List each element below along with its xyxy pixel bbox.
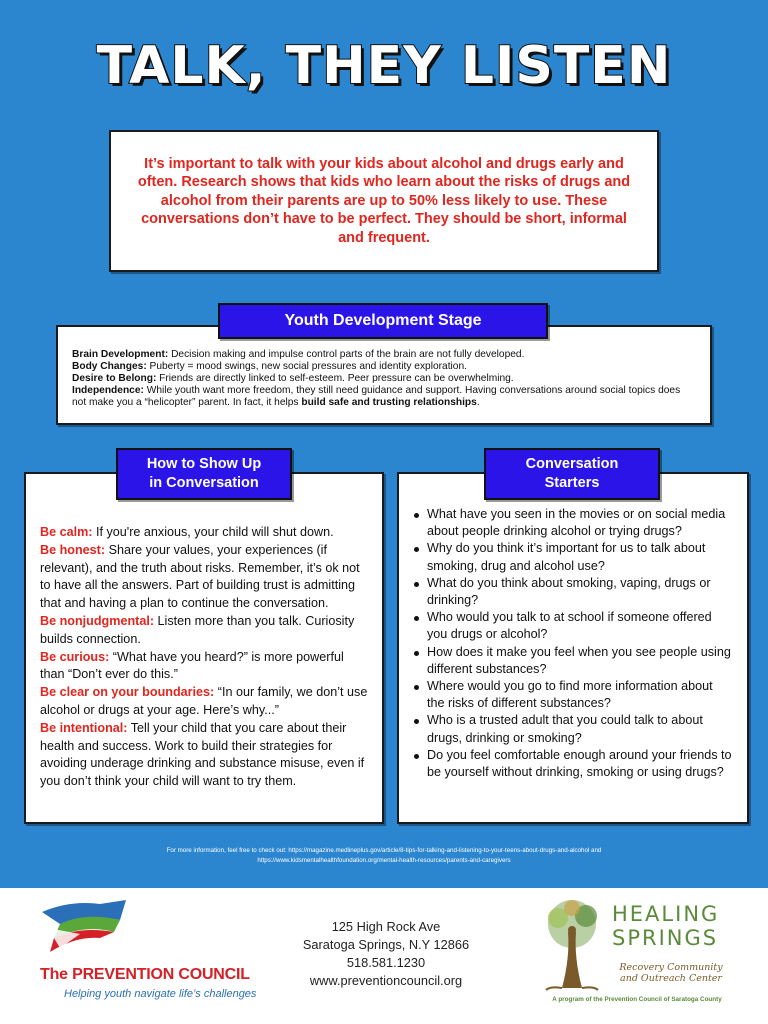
list-item: Do you feel comfortable enough around your friends to be yourself without drinking, smoking or using drugs? xyxy=(413,747,733,781)
more-info-text: For more information, feel free to check out: https://magazine.medlineplus.gov/article/8-tips-for-talking-and-listening-to-your-teens-about-drugs-and-alcohol and https://www.kidsmentalhealthfoundation.org/mental-health-resources/parents-and-caregivers xyxy=(166,847,602,864)
starters-heading-line1: Conversation xyxy=(525,456,619,472)
healing-springs-subtitle xyxy=(616,962,726,984)
youth-item-body: Body Changes: Puberty = mood swings, new social pressures and identity exploration. xyxy=(72,361,467,372)
show-up-heading xyxy=(116,448,292,500)
tip-item: Be nonjudgmental: Listen more than you talk. Curiosity builds connection. xyxy=(40,613,355,646)
show-up-heading-line2: in Conversation xyxy=(149,475,259,491)
healing-springs-line2: SPRINGS xyxy=(612,926,719,950)
youth-item-brain: Brain Development: Decision making and impulse control parts of the brain are not fully developed. xyxy=(72,349,525,360)
prevention-council-name: The PREVENTION COUNCIL xyxy=(40,966,250,983)
contact-address xyxy=(276,918,496,990)
prevention-council-tagline: Helping youth navigate life’s challenges xyxy=(64,988,257,1000)
footer xyxy=(0,888,768,1024)
tip-item: Be curious: “What have you heard?” is more powerful than “Don’t ever do this.” xyxy=(40,649,344,682)
prevention-council-logo-icon xyxy=(40,898,130,954)
list-item: How does it make you feel when you see people using different substances? xyxy=(413,644,733,678)
healing-springs-tree-icon xyxy=(540,898,604,992)
list-item: Why do you think it’s important for us to talk about smoking, drug and alcohol use? xyxy=(413,540,733,574)
page-title: TALK, THEY LISTEN xyxy=(96,36,672,96)
website-link[interactable]: www.preventioncouncil.org xyxy=(309,973,463,988)
show-up-box xyxy=(24,472,384,824)
phone-number: 518.581.1230 xyxy=(346,955,426,970)
healing-springs-name xyxy=(612,902,732,950)
healing-springs-sub-line2: and Outreach Center xyxy=(620,973,722,984)
list-item: Where would you go to find more information about the risks of different substances? xyxy=(413,678,733,712)
healing-springs-line1: HEALING xyxy=(612,902,720,926)
show-up-heading-line1: How to Show Up xyxy=(146,456,262,472)
youth-item-belong: Desire to Belong: Friends are directly linked to self-esteem. Peer pressure can be overwhelming. xyxy=(72,373,514,384)
conversation-starters-box xyxy=(397,472,749,824)
youth-item-independence: Independence: While youth want more freedom, they still need guidance and support. Having conversations around social topics does not make you a “helicopter” parent. In fact, it helps build safe and trusting relationships. xyxy=(72,385,681,408)
tip-item: Be intentional: Tell your child that you care about their health and success. Work to build their strategies for avoiding underage drinking and substance misuse, even if you don’t think your child will want to try them. xyxy=(40,720,365,789)
starters-heading-line2: Starters xyxy=(544,475,600,491)
intro-box xyxy=(109,130,659,272)
list-item: What do you think about smoking, vaping, drugs or drinking? xyxy=(413,575,733,609)
address-line2: Saratoga Springs, N.Y 12866 xyxy=(302,937,470,952)
youth-development-heading: Youth Development Stage xyxy=(218,303,548,339)
conversation-starters-heading xyxy=(484,448,660,500)
list-item: Who would you talk to at school if someone offered you drugs or alcohol? xyxy=(413,609,733,643)
starters-list xyxy=(413,506,733,781)
healing-springs-sub-line1: Recovery Community xyxy=(619,962,723,973)
healing-springs-program-note: A program of the Prevention Council of Saratoga County xyxy=(552,996,722,1003)
intro-text: It’s important to talk with your kids about alcohol and drugs early and often. Research shows that kids who learn about the risks of drugs and alcohol from their parents are up to 50% less likely to use. These conversations don’t have to be perfect. They should be short, informal and frequent. xyxy=(137,155,631,246)
address-line1: 125 High Rock Ave xyxy=(331,919,441,934)
list-item: Who is a trusted adult that you could talk to about drugs, drinking or smoking? xyxy=(413,712,733,746)
tip-item: Be clear on your boundaries: “In our family, we don’t use alcohol or drugs at your age. Here’s why...” xyxy=(40,685,368,717)
tip-item: Be honest: Share your values, your experiences (if relevant), and the truth about risks. Remember, it’s ok not to have all the answers. Part of building trust is admitting that and having a plan to continue the conversation. xyxy=(40,542,360,611)
tip-item: Be calm: If you're anxious, your child will shut down. xyxy=(40,525,334,539)
list-item: What have you seen in the movies or on social media about people drinking alcohol or trying drugs? xyxy=(413,506,733,540)
youth-development-box xyxy=(56,325,712,425)
